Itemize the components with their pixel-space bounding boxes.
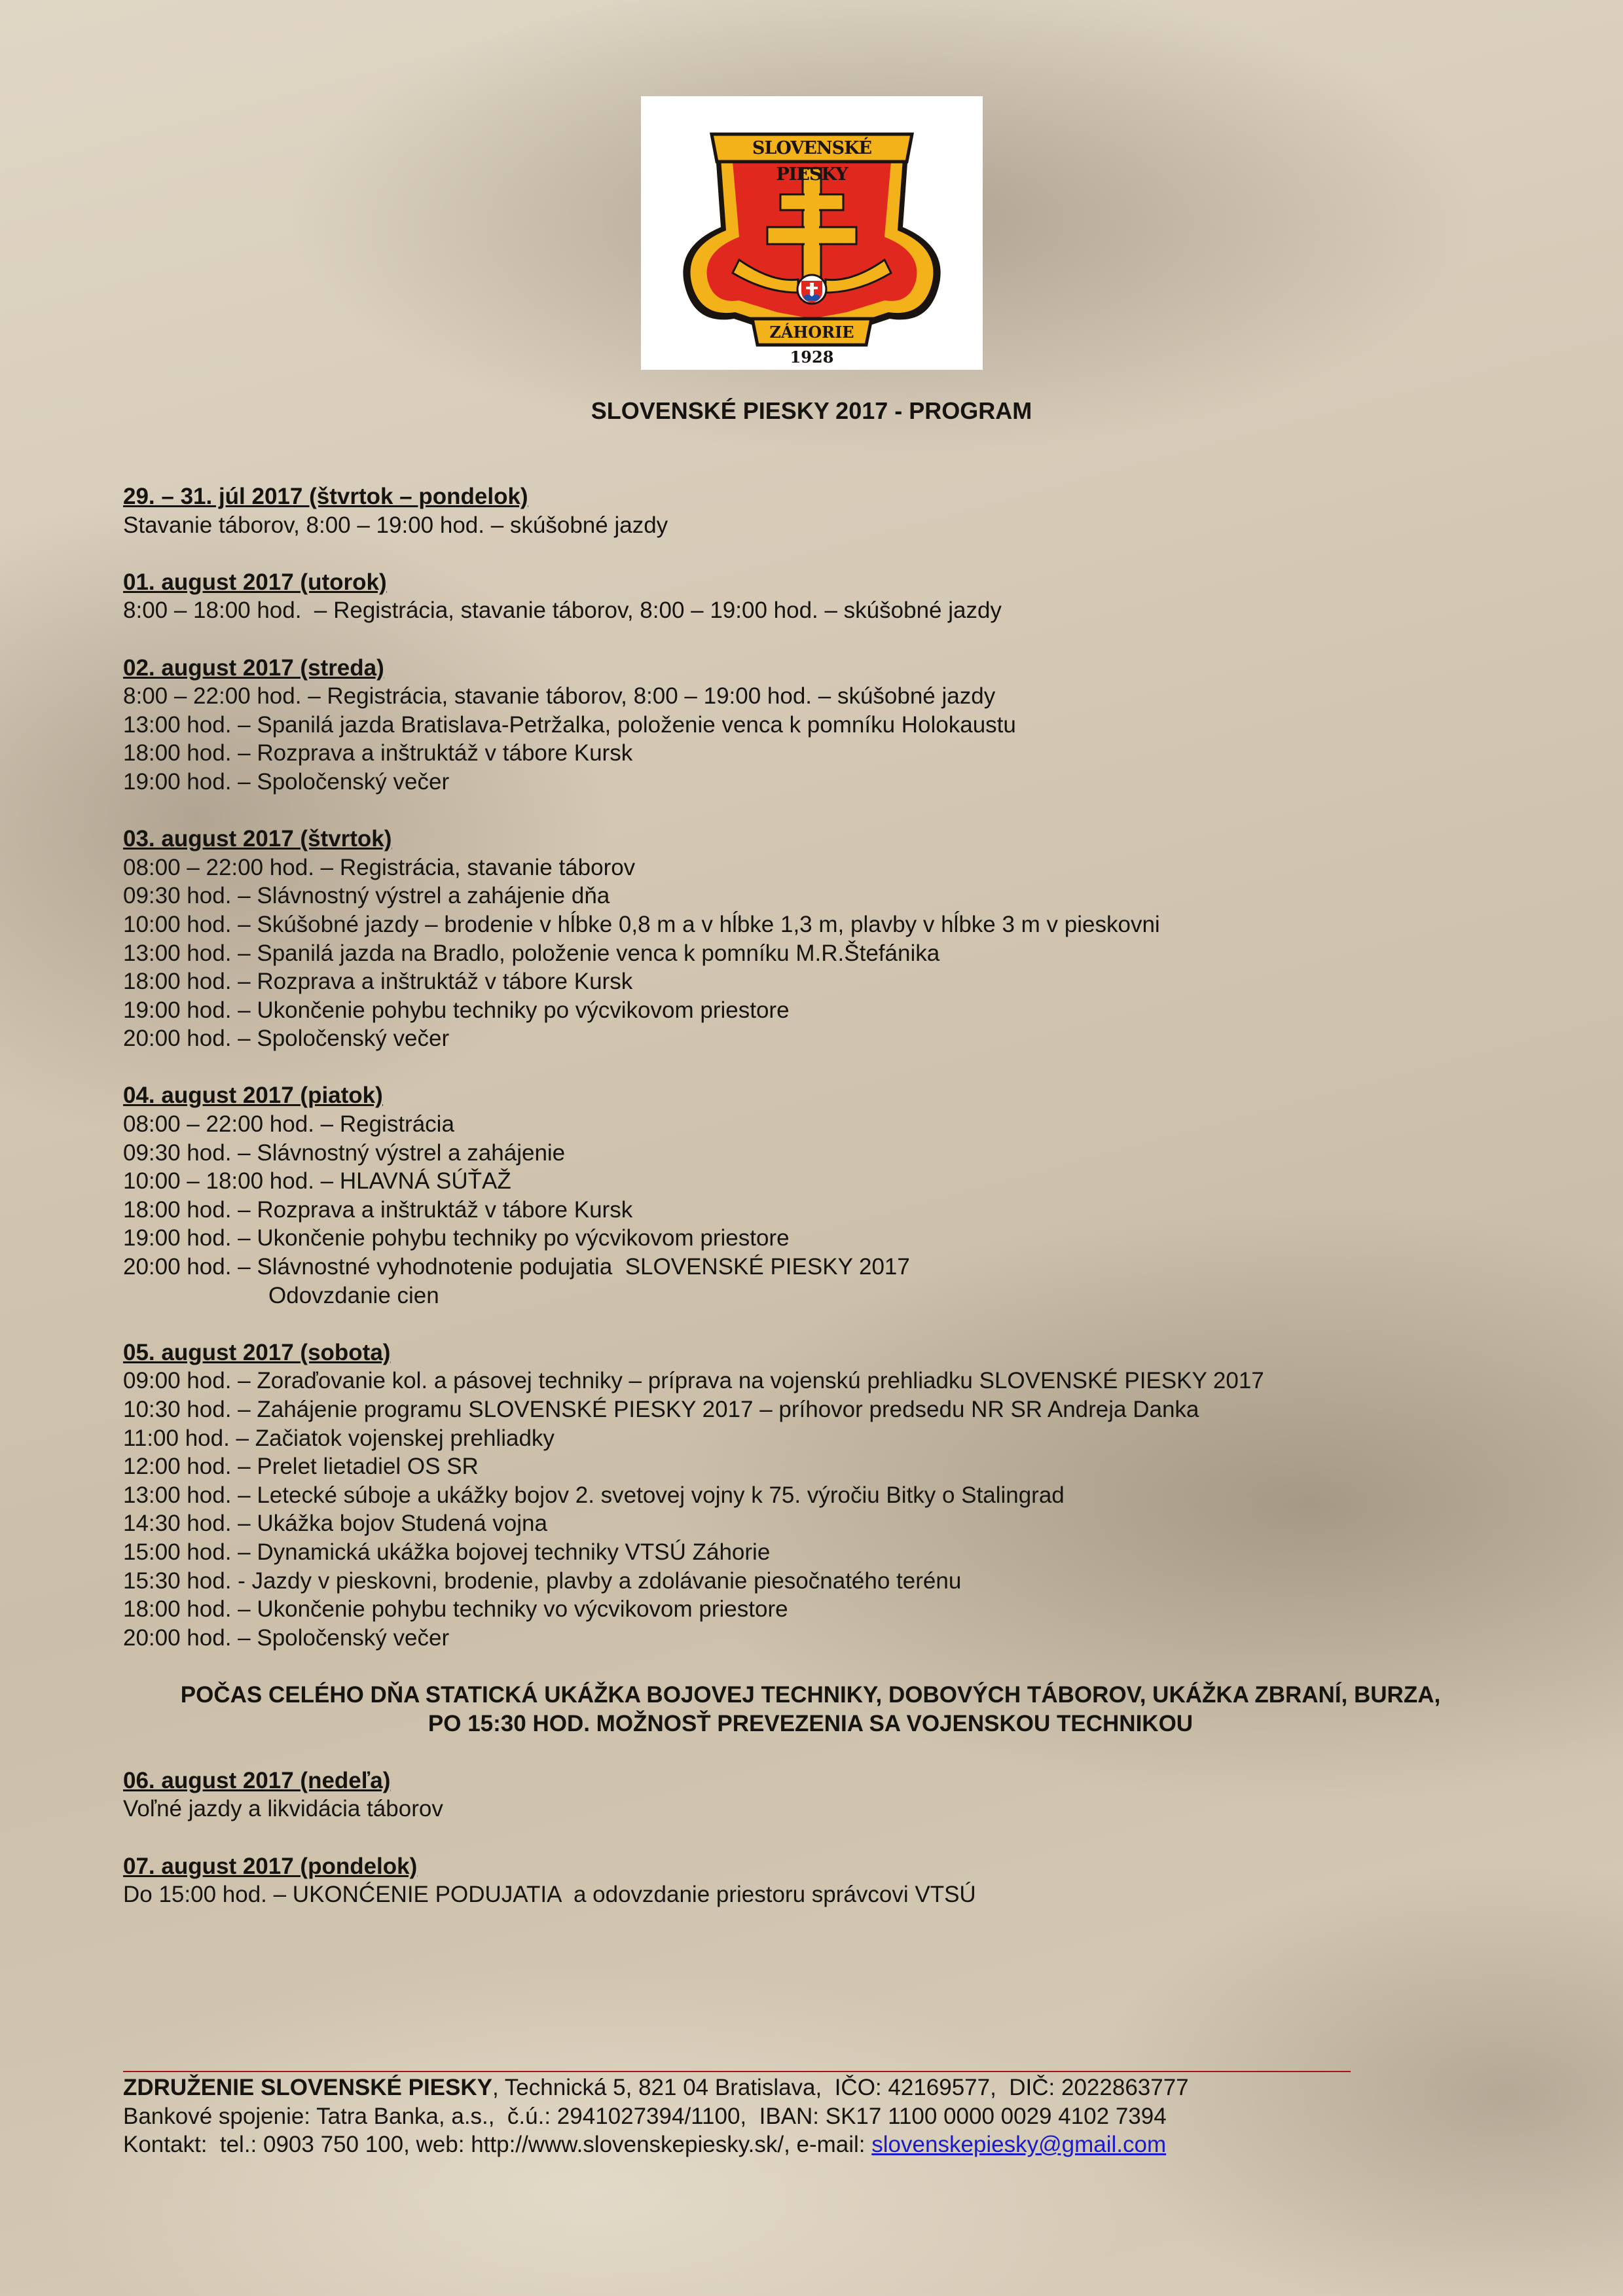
schedule-line: 08:00 – 22:00 hod. – Registrácia [123,1111,454,1138]
program-day [123,568,1504,625]
day-heading: 07. august 2017 (pondelok) [123,1853,418,1879]
schedule-line: 11:00 hod. – Začiatok vojenskej prehliadky [123,1425,555,1451]
schedule-line: 15:30 hod. - Jazdy v pieskovni, brodenie, plavby a zdolávanie piesočnatého terénu [123,1568,962,1594]
schedule-line: Voľné jazdy a likvidácia táborov [123,1796,443,1822]
notice-line-2: PO 15:30 HOD. MOŽNOSŤ PREVEZENIA SA VOJENSKOU TECHNIKOU [428,1710,1194,1736]
program-day [123,1338,1504,1653]
all-day-notice [123,1681,1498,1738]
program-day [123,1767,1504,1823]
footer-contact-line [123,2130,1504,2159]
schedule-line: 8:00 – 18:00 hod. – Registrácia, stavanie táborov, 8:00 – 19:00 hod. – skúšobné jazdy [123,598,1002,624]
logo-top-text: SLOVENSKÉ PIESKY [752,138,872,185]
schedule-line: 10:00 – 18:00 hod. – HLAVNÁ SÚŤAŽ [123,1168,511,1194]
schedule-line: 12:00 hod. – Prelet lietadiel OS SR [123,1454,479,1480]
logo [641,96,983,370]
program [123,482,1504,1937]
day-heading: 03. august 2017 (štvrtok) [123,826,392,852]
program-day [123,1081,1504,1310]
schedule-line: 20:00 hod. – Slávnostné vyhodnotenie podujatia SLOVENSKÉ PIESKY 2017 [123,1254,910,1280]
footer-divider [123,2071,1351,2072]
footer-bank-line: Bankové spojenie: Tatra Banka, a.s., č.ú.: 2941027394/1100, IBAN: SK17 1100 0000 0029 4102 7394 [123,2103,1167,2129]
notice-line-1: POČAS CELÉHO DŇA STATICKÁ UKÁŽKA BOJOVEJ TECHNIKY, DOBOVÝCH TÁBOROV, UKÁŽKA ZBRANÍ, BURZA, [180,1681,1441,1708]
program-day [123,482,1504,539]
program-day [123,654,1504,797]
schedule-line: 19:00 hod. – Spoločenský večer [123,768,450,795]
logo-bottom-text: ZÁHORIE 1928 [769,323,854,367]
schedule-line: 08:00 – 22:00 hod. – Registrácia, stavanie táborov [123,854,636,880]
schedule-line: 09:00 hod. – Zoraďovanie kol. a pásovej techniky – príprava na vojenskú prehliadku SLOVENSKÉ PIESKY 2017 [123,1368,1264,1394]
schedule-line: 18:00 hod. – Rozprava a inštruktáž v tábore Kursk [123,969,633,995]
footer [123,2073,1504,2159]
schedule-line-continuation: Odovzdanie cien [268,1282,439,1308]
program-day [123,825,1504,1053]
schedule-line: 13:00 hod. – Letecké súboje a ukážky bojov 2. svetovej vojny k 75. výročiu Bitky o Stalingrad [123,1482,1065,1508]
schedule-line: 20:00 hod. – Spoločenský večer [123,1624,450,1651]
schedule-line: 09:30 hod. – Slávnostný výstrel a zahájenie [123,1139,566,1166]
day-heading: 06. august 2017 (nedeľa) [123,1767,391,1793]
schedule-line: 09:30 hod. – Slávnostný výstrel a zahájenie dňa [123,883,610,909]
schedule-line: 10:30 hod. – Zahájenie programu SLOVENSKÉ PIESKY 2017 – príhovor predsedu NR SR Andreja Danka [123,1397,1199,1422]
schedule-line: 18:00 hod. – Rozprava a inštruktáž v tábore Kursk [123,740,633,766]
day-heading: 01. august 2017 (utorok) [123,569,387,595]
email-link[interactable]: slovenskepiesky@gmail.com [871,2132,1167,2158]
day-heading: 04. august 2017 (piatok) [123,1083,383,1109]
schedule-line: Stavanie táborov, 8:00 – 19:00 hod. – skúšobné jazdy [123,512,668,538]
program-day [123,1852,1504,1909]
schedule-line: Do 15:00 hod. – UKONĆENIE PODUJATIA a odovzdanie priestoru správcovi VTSÚ [123,1882,976,1908]
schedule-line: 19:00 hod. – Ukončenie pohybu techniky po výcvikovom priestore [123,997,790,1023]
org-name: ZDRUŽENIE SLOVENSKÉ PIESKY [123,2075,492,2100]
schedule-line: 13:00 hod. – Spanilá jazda Bratislava-Petržalka, položenie venca k pomníku Holokaustu [123,711,1016,738]
schedule-line: 14:30 hod. – Ukážka bojov Studená vojna [123,1511,547,1537]
schedule-line: 19:00 hod. – Ukončenie pohybu techniky po výcvikovom priestore [123,1225,790,1251]
day-heading: 05. august 2017 (sobota) [123,1339,391,1365]
schedule-line: 20:00 hod. – Spoločenský večer [123,1026,450,1052]
footer-org-line [123,2073,1504,2102]
schedule-line: 10:00 hod. – Skúšobné jazdy – brodenie v hĺbke 0,8 m a v hĺbke 1,3 m, plavby v hĺbke 3 m v pieskovni [123,911,1160,937]
schedule-line: 8:00 – 22:00 hod. – Registrácia, stavanie táborov, 8:00 – 19:00 hod. – skúšobné jazdy [123,683,996,709]
contact-text: Kontakt: tel.: 0903 750 100, web: http://www.slovenskepiesky.sk/, e-mail: [123,2132,872,2158]
page-title: SLOVENSKÉ PIESKY 2017 - PROGRAM [591,397,1032,424]
day-heading: 29. – 31. júl 2017 (štvrtok – pondelok) [123,484,528,509]
schedule-line: 18:00 hod. – Rozprava a inštruktáž v tábore Kursk [123,1196,633,1223]
schedule-line: 15:00 hod. – Dynamická ukážka bojovej techniky VTSÚ Záhorie [123,1539,771,1565]
schedule-line: 13:00 hod. – Spanilá jazda na Bradlo, položenie venca k pomníku M.R.Štefánika [123,940,940,966]
day-heading: 02. august 2017 (streda) [123,655,384,681]
org-details: , Technická 5, 821 04 Bratislava, IČO: 42169577, DIČ: 2022863777 [492,2075,1189,2100]
schedule-line: 18:00 hod. – Ukončenie pohybu techniky vo výcvikovom priestore [123,1596,788,1623]
